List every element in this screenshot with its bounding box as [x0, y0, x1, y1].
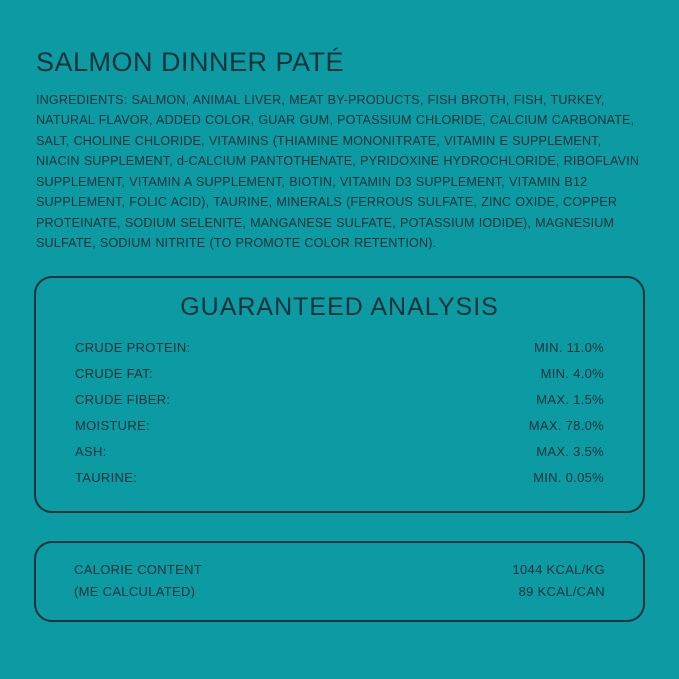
ingredients-text: INGREDIENTS: SALMON, ANIMAL LIVER, MEAT BY-PRODUCTS, FISH BROTH, FISH, TURKEY, NATURAL FLAVOR, ADDED COLOR, GUAR GUM, POTASSIUM CHLORIDE, CALCIUM CARBONATE, SALT, CHOLINE CHLORIDE, VITAMINS (THIAMINE MONONITRATE, VITAMIN E SUPPLEMENT, NIACIN SUPPLEMENT, d-CALCIUM PANTOTHENATE, PYRIDOXINE HYDROCHLORIDE, RIBOFLAVIN SUPPLEMENT, VITAMIN A SUPPLEMENT, BIOTIN, VITAMIN D3 SUPPLEMENT, VITAMIN B12 SUPPLEMENT, FOLIC ACID), TAURINE, MINERALS (FERROUS SULFATE, ZINC OXIDE, COPPER PROTEINATE, SODIUM SELENITE, MANGANESE SULFATE, POTASSIUM IODIDE), MAGNESIUM SULFATE, SODIUM NITRITE (TO PROMOTE COLOR RETENTION). — [36, 92, 640, 251]
row-label: CRUDE PROTEIN: — [75, 340, 191, 356]
calorie-content-panel — [34, 541, 645, 622]
row-label: MOISTURE: — [75, 418, 150, 434]
calorie-label: CALORIE CONTENT — [74, 562, 203, 578]
table-row — [75, 361, 604, 387]
row-label: ASH: — [75, 444, 107, 460]
table-row — [75, 387, 604, 413]
calorie-row-primary — [74, 559, 605, 580]
calorie-value-per-can: 89 KCAL/CAN — [518, 583, 605, 599]
row-label: TAURINE: — [75, 470, 138, 486]
row-value: MIN. 0.05% — [533, 470, 604, 486]
calorie-row-secondary — [74, 581, 605, 602]
row-value: MIN. 4.0% — [540, 366, 604, 382]
table-row — [75, 439, 604, 465]
page-title: SALMON DINNER PATÉ — [36, 47, 345, 77]
table-row — [75, 465, 604, 491]
table-row — [75, 413, 604, 439]
calorie-method-label: (ME CALCULATED) — [74, 583, 196, 599]
guaranteed-analysis-rows — [75, 335, 604, 491]
row-value: MAX. 3.5% — [536, 444, 604, 460]
guaranteed-analysis-heading: GUARANTEED ANALYSIS — [180, 292, 499, 321]
calorie-value-per-kg: 1044 KCAL/KG — [512, 562, 605, 578]
guaranteed-analysis-panel — [34, 276, 645, 514]
row-value: MAX. 1.5% — [536, 392, 604, 408]
row-label: CRUDE FAT: — [75, 366, 153, 382]
row-value: MAX. 78.0% — [528, 418, 604, 434]
table-row — [75, 335, 604, 361]
row-label: CRUDE FIBER: — [75, 392, 171, 408]
row-value: MIN. 11.0% — [534, 340, 604, 356]
